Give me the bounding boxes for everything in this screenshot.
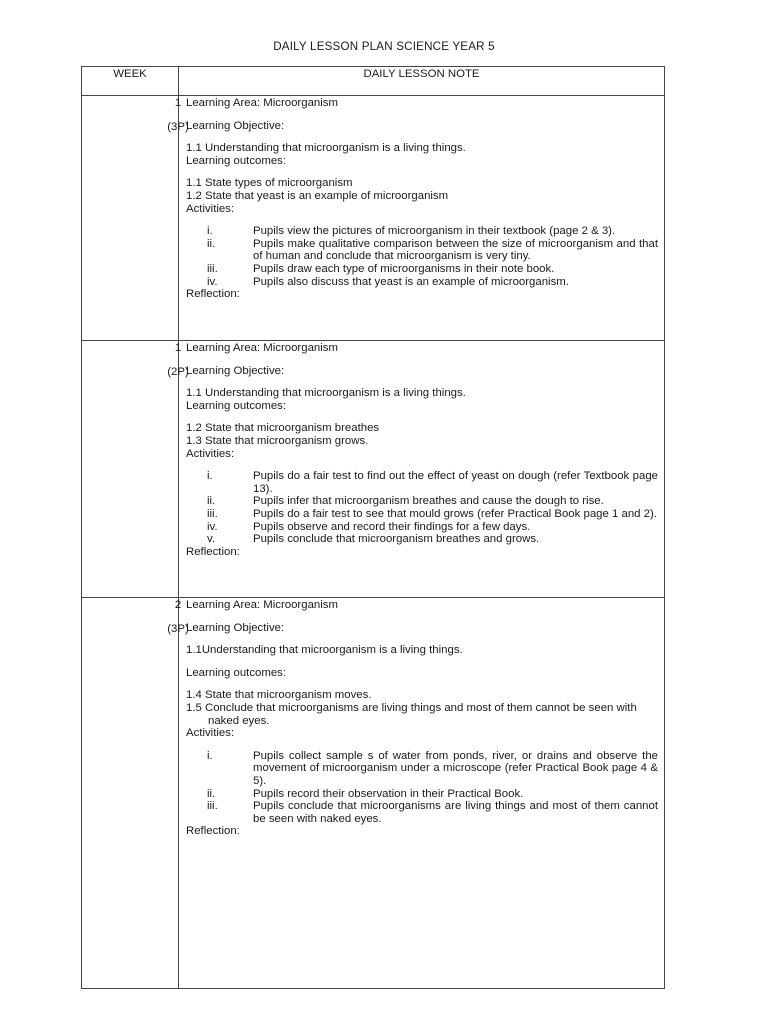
period-count: (2P) <box>167 366 189 378</box>
learning-objective: 1.1Understanding that microorganism is a living things. <box>186 644 463 657</box>
list-item: ii. Pupils infer that microorganism breathes and cause the dough to rise. <box>207 495 604 508</box>
row-divider <box>82 597 664 598</box>
week-number: 2 <box>174 599 182 611</box>
list-item: iv. Pupils observe and record their findings for a few days. <box>207 520 531 533</box>
list-item: i. Pupils view the pictures of microorganism in their textbook (page 2 & 3). <box>207 225 616 238</box>
learning-area: Learning Area: Microorganism <box>186 342 338 354</box>
activities-label: Activities: <box>186 202 235 215</box>
objective-label: Learning Objective: <box>186 364 285 377</box>
learning-outcome: 1.4 State that microorganism moves. <box>186 689 372 702</box>
list-item: iii. Pupils do a fair test to see that mould grows (refer Practical Book page 1 and 2). <box>207 507 657 520</box>
outcomes-label: Learning outcomes: <box>186 666 287 679</box>
learning-area: Learning Area: Microorganism <box>186 97 338 109</box>
list-item: v. Pupils conclude that microorganism breathes and grows. <box>207 533 540 546</box>
list-item: iii. Pupils conclude that microorganisms are living things and most of them cannot be seen with naked eyes. <box>207 800 658 825</box>
list-item: i. Pupils collect sample s of water from ponds, river, or drains and observe the movement of microorganism under a microscope (refer Practical Book page 4 & 5). <box>207 749 658 787</box>
learning-objective: 1.1 Understanding that microorganism is a living things. <box>186 142 466 155</box>
week-column-header: WEEK <box>113 68 147 80</box>
learning-outcome: 1.5 Conclude that microorganisms are living things and most of them cannot be seen with naked eyes. <box>186 701 637 727</box>
list-item: ii. Pupils make qualitative comparison between the size of microorganism and that of human and conclude that microorganism is very tiny. <box>207 237 658 263</box>
learning-objective: 1.1 Understanding that microorganism is a living things. <box>186 387 466 400</box>
reflection-label: Reflection: <box>186 825 240 838</box>
week-number: 1 <box>174 97 182 109</box>
lesson-note <box>186 342 658 558</box>
learning-outcome: 1.2 State that microorganism breathes <box>186 422 380 435</box>
column-divider <box>178 67 179 988</box>
learning-outcome: 1.3 State that microorganism grows. <box>186 434 369 447</box>
lesson-table <box>81 66 665 989</box>
activity-list <box>186 225 658 288</box>
row-divider <box>82 95 664 96</box>
reflection-label: Reflection: <box>186 288 240 301</box>
week-number: 1 <box>174 342 182 354</box>
learning-outcome: 1.1 State types of microorganism <box>186 177 353 190</box>
activities-label: Activities: <box>186 727 235 740</box>
lesson-note <box>186 599 658 838</box>
page-title: DAILY LESSON PLAN SCIENCE YEAR 5 <box>273 40 495 53</box>
row-divider <box>82 340 664 341</box>
list-item: iii. Pupils draw each type of microorganisms in their note book. <box>207 262 555 275</box>
reflection-label: Reflection: <box>186 545 240 558</box>
activities-label: Activities: <box>186 447 235 460</box>
objective-label: Learning Objective: <box>186 119 285 132</box>
activity-list <box>186 750 658 826</box>
list-item: ii. Pupils record their observation in their Practical Book. <box>207 787 524 800</box>
objective-label: Learning Objective: <box>186 621 285 634</box>
period-count: (3P) <box>167 623 189 635</box>
activity-list <box>186 470 658 546</box>
outcomes-label: Learning outcomes: <box>186 399 287 412</box>
outcomes-label: Learning outcomes: <box>186 154 287 167</box>
note-column-header: DAILY LESSON NOTE <box>363 68 480 80</box>
list-item: iv. Pupils also discuss that yeast is an example of microorganism. <box>207 275 569 288</box>
learning-area: Learning Area: Microorganism <box>186 599 338 611</box>
lesson-note <box>186 97 658 301</box>
list-item: i. Pupils do a fair test to find out the effect of yeast on dough (refer Textbook page 13). <box>207 470 658 495</box>
period-count: (3P) <box>167 121 189 133</box>
learning-outcome: 1.2 State that yeast is an example of microorganism <box>186 189 449 202</box>
